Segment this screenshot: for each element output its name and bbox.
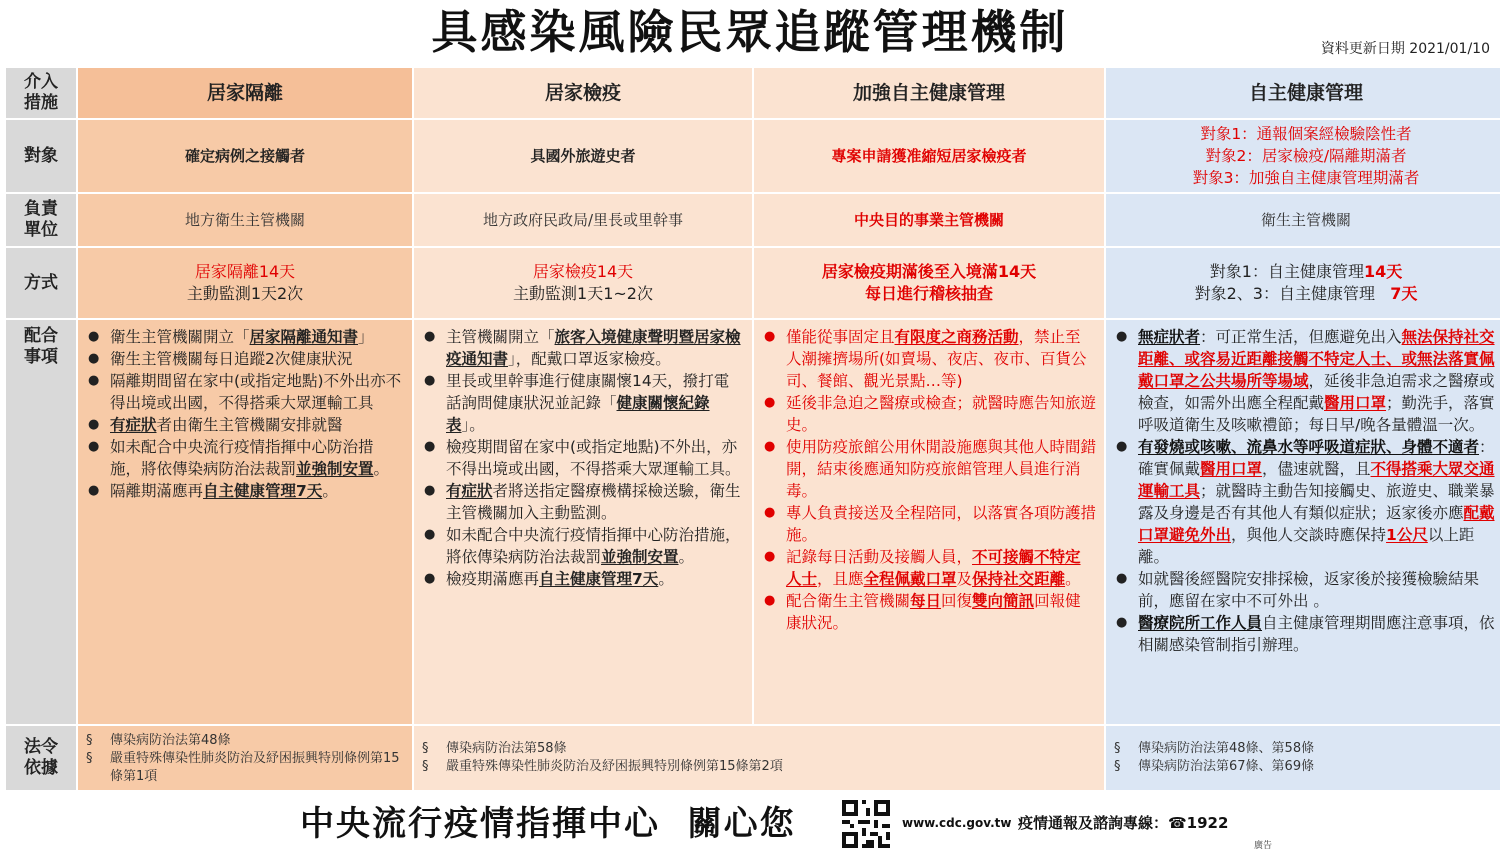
- measure-item: ● 僅能從事固定且有限度之商務活動，禁止至人潮擁擠場所(如賣場、夜店、夜市、百貨公司、餐館、觀光景點…等): [762, 326, 1096, 392]
- method-home-quarantine: [414, 248, 752, 318]
- measure-item: ● 衛生主管機關開立「居家隔離通知書」: [86, 326, 404, 348]
- emphasis-text: 健康關懷紀錄表: [446, 394, 710, 434]
- emphasis-text: 不得搭乘大眾交通運輸工具: [1138, 460, 1495, 500]
- emphasis-text: 保持社交距離: [972, 570, 1066, 588]
- row-header-law: [6, 726, 76, 790]
- emphasis-text: 1公尺: [1386, 526, 1428, 544]
- law-item: § 嚴重特殊傳染性肺炎防治及紓困振興特別條例第15條第2項: [422, 758, 1096, 776]
- method-self-health-b-days: 7天: [1390, 284, 1418, 303]
- measure-item: ● 檢疫期間留在家中(或指定地點)不外出，亦不得出境或出國，不得搭乘大眾運輸工具。: [422, 436, 744, 480]
- measures-self-health: [1106, 320, 1500, 724]
- col-header-home-quarantine: 居家檢疫: [414, 68, 752, 118]
- measure-item: ● 如未配合中央流行疫情指揮中心防治措施，將依傳染病防治法裁罰並強制安置。: [86, 436, 404, 480]
- measures-list: [78, 320, 412, 502]
- measure-item: ● 有發燒或咳嗽、流鼻水等呼吸道症狀、身體不適者：確實佩戴醫用口罩，儘速就醫，且不得搭乘大眾交通運輸工具；就醫時主動告知接觸史、旅遊史、職業暴露及身邊是否有其他人有類似症狀；返家後亦應配戴口罩避免外出，與他人交談時應保持1公尺以上距離。: [1114, 436, 1498, 568]
- row-header-intervention: [6, 68, 76, 118]
- row-header-unit-label: 負責 單位: [24, 199, 58, 240]
- unit-home-quarantine: 地方政府民政局/里長或里幹事: [414, 194, 752, 246]
- method-home-isolation-line1: 居家隔離14天: [194, 262, 296, 281]
- emphasis-text: 有症狀: [446, 482, 493, 500]
- emphasis-text: 自主健康管理7天: [539, 570, 659, 588]
- emphasis-text: 有限度之商務活動: [894, 328, 1019, 346]
- law-item: § 嚴重特殊傳染性肺炎防治及紓困振興特別條例第15條第1項: [86, 750, 404, 786]
- emphasis-text: 醫用口罩: [1324, 394, 1387, 412]
- row-header-target: 對象: [6, 120, 76, 192]
- emphasis-text: 每日: [910, 592, 942, 610]
- row-header-law-label: 法令 依據: [24, 737, 58, 778]
- law-item: § 傳染病防治法第67條、第69條: [1114, 758, 1498, 776]
- law-self-health: [1106, 726, 1500, 790]
- row-header-method: 方式: [6, 248, 76, 318]
- method-self-health-a: [1210, 261, 1402, 283]
- measures-list: [754, 320, 1104, 634]
- target-enhanced-self-health: 專案申請獲准縮短居家檢疫者: [754, 120, 1104, 192]
- update-date: 資料更新日期 2021/01/10: [1320, 41, 1490, 57]
- law-item: § 傳染病防治法第58條: [422, 740, 1096, 758]
- measures-list: [414, 320, 752, 590]
- method-enhanced-self-health: [754, 248, 1104, 318]
- law-home-quarantine: [414, 726, 1104, 790]
- measure-item: ● 使用防疫旅館公用休閒設施應與其他人時間錯開，結束後應通知防疫旅館管理人員進行消毒。: [762, 436, 1096, 502]
- target-self-health-1: 對象1：通報個案經檢驗陰性者: [1200, 125, 1412, 143]
- measure-item: ● 如就醫後經醫院安排採檢，返家後於接獲檢驗結果前，應留在家中不可外出 。: [1114, 568, 1498, 612]
- emphasis-text: 無症狀者: [1138, 328, 1201, 346]
- emphasis-text: 無法保持社交距離、或容易近距離接觸不特定人士、或無法落實佩戴口罩之公共場所等場域: [1138, 328, 1495, 390]
- measure-item: ● 無症狀者：可正常生活，但應避免出入無法保持社交距離、或容易近距離接觸不特定人士、或無法落實佩戴口罩之公共場所等場域，延後非急迫需求之醫療或檢查，如需外出應全程配戴醫用口罩；勤洗手，落實呼吸道衛生及咳嗽禮節；每日早/晚各量體溫一次。: [1114, 326, 1498, 436]
- target-self-health: [1106, 120, 1500, 192]
- col-header-home-isolation: 居家隔離: [78, 68, 412, 118]
- method-enhanced-line1: 居家檢疫期滿後至入境滿14天: [821, 262, 1037, 281]
- emphasis-text: 配戴口罩避免外出: [1138, 504, 1495, 544]
- emphasis-text: 雙向簡訊: [972, 592, 1035, 610]
- emphasis-text: 自主健康管理7天: [203, 482, 323, 500]
- law-item: § 傳染病防治法第48條: [86, 732, 404, 750]
- row-header-unit: [6, 194, 76, 246]
- law-item: § 傳染病防治法第48條、第58條: [1114, 740, 1498, 758]
- footer-hotline: 疫情通報及諮詢專線：☎1922: [1018, 814, 1229, 832]
- target-home-quarantine: 具國外旅遊史者: [414, 120, 752, 192]
- row-header-intervention-label: 介入 措施: [24, 72, 58, 113]
- measure-item: ● 隔離期間留在家中(或指定地點)不外出亦不得出境或出國，不得搭乘大眾運輸工具: [86, 370, 404, 414]
- measure-item: ● 延後非急迫之醫療或檢查；就醫時應告知旅遊史。: [762, 392, 1096, 436]
- footer-slogan: 中央流行疫情指揮中心 關心您: [300, 804, 796, 844]
- method-self-health-b-prefix: 對象2、3：自主健康管理: [1194, 284, 1375, 303]
- measure-item: ● 醫療院所工作人員自主健康管理期間應注意事項，依相關感染管制指引辦理。: [1114, 612, 1498, 656]
- measure-item: ● 記錄每日活動及接觸人員，不可接觸不特定人士，且應全程佩戴口罩及保持社交距離。: [762, 546, 1096, 590]
- emphasis-text: 旅客入境健康聲明暨居家檢疫通知書: [446, 328, 741, 368]
- method-home-quarantine-line2: 主動監測1天1~2次: [513, 284, 653, 303]
- col-header-self-health: 自主健康管理: [1106, 68, 1500, 118]
- method-home-quarantine-line1: 居家檢疫14天: [532, 262, 634, 281]
- target-self-health-3: 對象3：加強自主健康管理期滿者: [1192, 169, 1420, 187]
- measure-item: ● 有症狀者將送指定醫療機構採檢送驗，衛生主管機關加入主動監測。: [422, 480, 744, 524]
- emphasis-text: 醫療院所工作人員: [1138, 614, 1263, 632]
- col-header-enhanced-self-health: 加強自主健康管理: [754, 68, 1104, 118]
- measures-enhanced-self-health: [754, 320, 1104, 724]
- method-home-isolation: [78, 248, 412, 318]
- footer-url: www.cdc.gov.tw: [902, 816, 1012, 830]
- measure-item: ● 如未配合中央流行疫情指揮中心防治措施，將依傳染病防治法裁罰並強制安置。: [422, 524, 744, 568]
- emphasis-text: 並強制安置: [296, 460, 374, 478]
- unit-self-health: 衛生主管機關: [1106, 194, 1500, 246]
- method-self-health-a-days: 14天: [1363, 262, 1403, 281]
- emphasis-text: 有症狀: [110, 416, 157, 434]
- method-self-health: [1106, 248, 1500, 318]
- method-self-health-a-prefix: 對象1：自主健康管理: [1209, 262, 1364, 281]
- measure-item: ● 配合衛生主管機關每日回復雙向簡訊回報健康狀況。: [762, 590, 1096, 634]
- measures-list: [1106, 320, 1500, 656]
- measure-item: ● 有症狀者由衛生主管機關安排就醫: [86, 414, 404, 436]
- page-title: 具感染風險民眾追蹤管理機制: [431, 5, 1069, 59]
- emphasis-text: 並強制安置: [601, 548, 679, 566]
- measure-item: ● 衛生主管機關每日追蹤2次健康狀況: [86, 348, 404, 370]
- row-header-measures-label: 配合 事項: [24, 326, 58, 367]
- method-home-isolation-line2: 主動監測1天2次: [186, 284, 304, 303]
- measure-item: ● 隔離期滿應再自主健康管理7天。: [86, 480, 404, 502]
- measure-item: ● 主管機關開立「旅客入境健康聲明暨居家檢疫通知書」，配戴口罩返家檢疫。: [422, 326, 744, 370]
- target-home-isolation: 確定病例之接觸者: [78, 120, 412, 192]
- unit-enhanced-self-health: 中央目的事業主管機關: [754, 194, 1104, 246]
- target-self-health-2: 對象2：居家檢疫/隔離期滿者: [1205, 147, 1407, 165]
- method-self-health-b: [1195, 283, 1418, 305]
- method-enhanced-line2: 每日進行稽核抽查: [864, 284, 993, 303]
- emphasis-text: 有發燒或咳嗽、流鼻水等呼吸道症狀、身體不適者: [1138, 438, 1480, 456]
- measures-home-isolation: [78, 320, 412, 724]
- row-header-measures: [6, 320, 76, 724]
- measure-item: ● 檢疫期滿應再自主健康管理7天。: [422, 568, 744, 590]
- unit-home-isolation: 地方衛生主管機關: [78, 194, 412, 246]
- emphasis-text: 全程佩戴口罩: [863, 570, 957, 588]
- measures-home-quarantine: [414, 320, 752, 724]
- emphasis-text: 居家隔離通知書: [249, 328, 359, 346]
- measure-item: ● 里長或里幹事進行健康關懷14天，撥打電話詢問健康狀況並記錄「健康關懷紀錄表」。: [422, 370, 744, 436]
- footer-ad-tag: 廣告: [1254, 841, 1273, 851]
- law-home-isolation: [78, 726, 412, 790]
- emphasis-text: 醫用口罩: [1200, 460, 1263, 478]
- measure-item: ● 專人負責接送及全程陪同，以落實各項防護措施。: [762, 502, 1096, 546]
- qr-code-icon: [842, 800, 890, 848]
- tracking-table: [6, 68, 1498, 784]
- emphasis-text: 不可接觸不特定人士: [786, 548, 1081, 588]
